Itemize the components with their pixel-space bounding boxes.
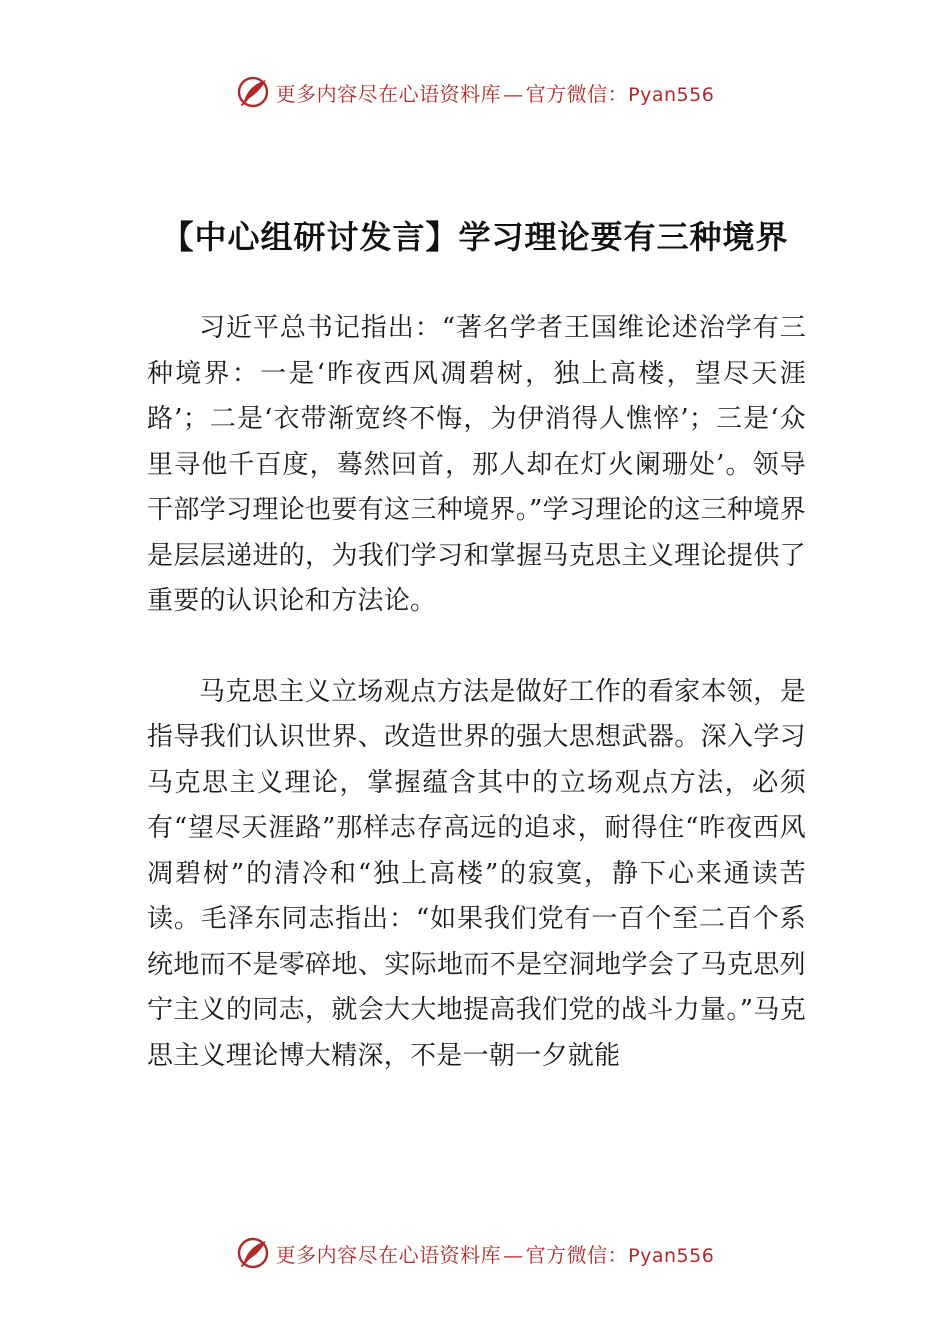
paragraph-1: 习近平总书记指出：“著名学者王国维论述治学有三种境界：一是‘昨夜西风凋碧树，独上高楼，望尽天涯路’；二是‘衣带渐宽终不悔，为伊消得人憔悴’；三是‘众里寻他千百度，蓦然回首，那人却在灯火阑珊处’。领导干部学习理论也要有这三种境界。”学习理论的这三种境界是层层递进的，为我们学习和掌握马克思主义理论提供了重要的认识论和方法论。 [147, 313, 806, 616]
banner-wechat-id: Pyan556 [628, 83, 715, 106]
header-banner [0, 72, 950, 112]
paragraph-2: 马克思主义立场观点方法是做好工作的看家本领，是指导我们认识世界、改造世界的强大思想武器。深入学习马克思主义理论，掌握蕴含其中的立场观点方法，必须有“望尽天涯路”那样志存高远的追求，耐得住“昨夜西风凋碧树”的清冷和“独上高楼”的寂寞，静下心来通读苦读。毛泽东同志指出：“如果我们党有一百个至二百个系统地而不是零碎地、实际地而不是空洞地学会了马克思列宁主义的同志，就会大大地提高我们党的战斗力量。”马克思主义理论博大精深，不是一朝一夕就能 [147, 676, 806, 1071]
document-body [147, 306, 806, 1079]
banner-dash: — [503, 81, 524, 106]
quill-leaf-logo-icon [236, 1236, 270, 1270]
quill-leaf-logo-icon [236, 75, 270, 109]
banner-wechat-id: Pyan556 [628, 1244, 715, 1267]
banner-wechat-label: 官方微信： [525, 81, 629, 106]
banner-dash: — [503, 1242, 524, 1267]
banner-wechat-label: 官方微信： [525, 1242, 629, 1267]
banner-text [276, 78, 715, 107]
document-title: 【中心组研讨发言】学习理论要有三种境界 [161, 218, 789, 256]
banner-slogan: 更多内容尽在心语资料库 [275, 1242, 502, 1267]
footer-banner [0, 1233, 950, 1273]
banner-slogan: 更多内容尽在心语资料库 [275, 81, 502, 106]
banner-text [276, 1239, 715, 1268]
